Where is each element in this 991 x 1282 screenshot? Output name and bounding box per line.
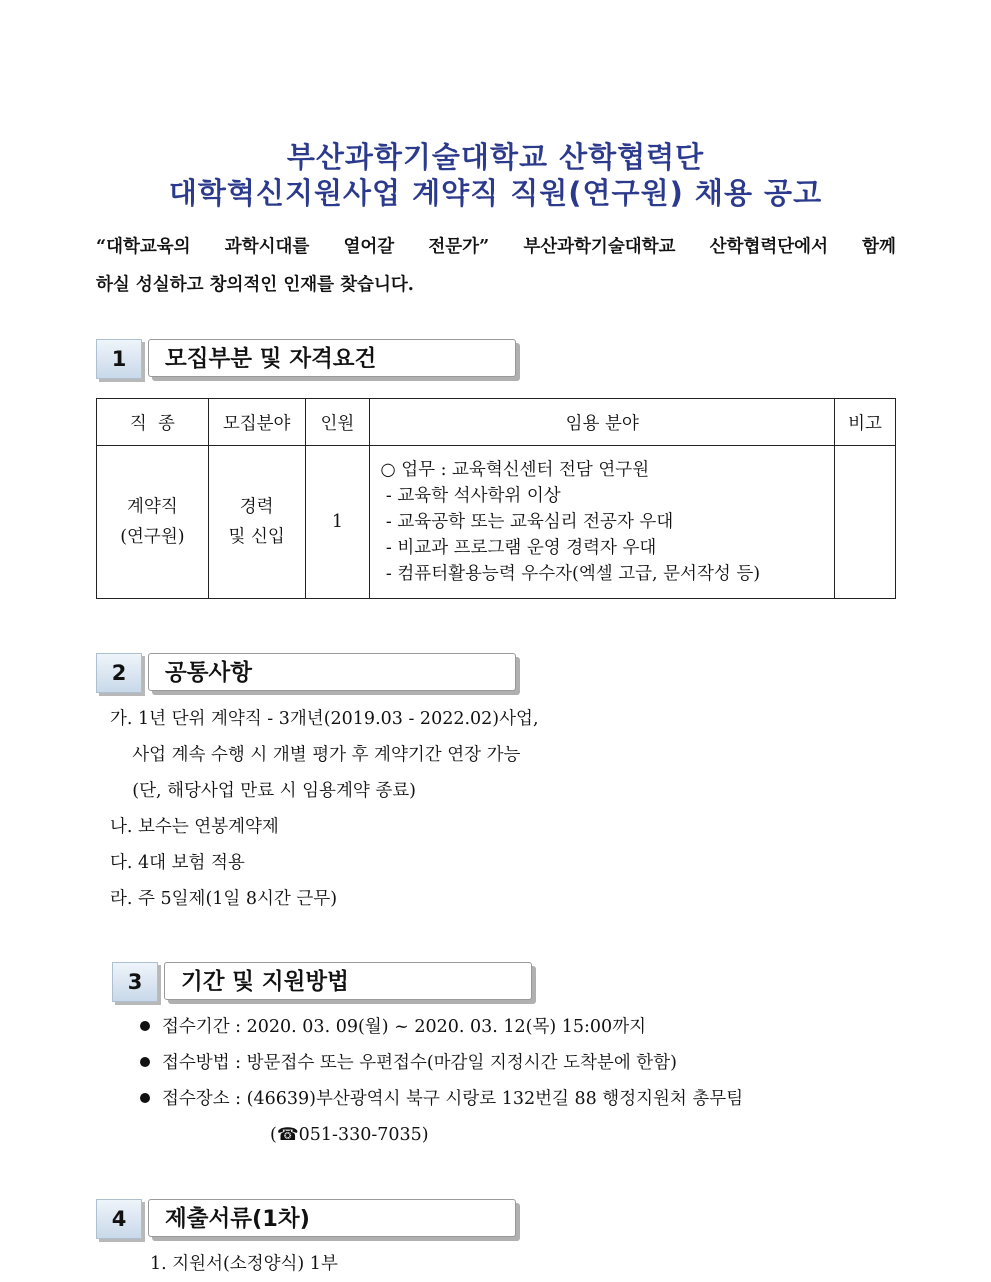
section-number: 2 bbox=[96, 653, 142, 693]
list-item: 라. 주 5일제(1일 8시간 근무) bbox=[110, 889, 338, 909]
list-item: 1. 지원서(소정양식) 1부 bbox=[150, 1254, 338, 1274]
cell-field bbox=[208, 446, 305, 599]
common-items-list bbox=[110, 701, 539, 917]
intro-word: 과학시대를 bbox=[224, 237, 310, 257]
duty-line: - 컴퓨터활용능력 우수자(엑셀 고급, 문서작성 등) bbox=[380, 564, 761, 584]
section-number: 3 bbox=[112, 962, 158, 1002]
intro-word: 함께 bbox=[862, 237, 896, 257]
intro-word: 산학협력단에서 bbox=[709, 237, 828, 257]
header-field: 모집분야 bbox=[208, 399, 305, 446]
cell-count: 1 bbox=[305, 446, 370, 599]
list-item-text: 접수기간 : 2020. 03. 09(월) ~ 2020. 03. 12(목) 15:00까지 bbox=[162, 1017, 647, 1037]
intro-word: 열어갈 bbox=[343, 237, 395, 257]
list-item bbox=[140, 1009, 743, 1045]
bullet-icon bbox=[140, 1021, 150, 1031]
section-number: 1 bbox=[96, 339, 142, 379]
cell-note bbox=[835, 446, 896, 599]
list-item-text: 접수방법 : 방문접수 또는 우편접수(마감일 지정시간 도착분에 한함) bbox=[162, 1053, 677, 1073]
duty-line: - 교육학 석사학위 이상 bbox=[380, 486, 561, 506]
header-note: 비고 bbox=[835, 399, 896, 446]
field-line: 및 신입 bbox=[228, 527, 285, 547]
table-header-row bbox=[97, 399, 896, 446]
header-job-type: 직 종 bbox=[97, 399, 209, 446]
job-type-line: 계약직 bbox=[127, 497, 178, 517]
header-duties: 임용 분야 bbox=[370, 399, 835, 446]
duty-line: - 교육공학 또는 교육심리 전공자 우대 bbox=[380, 512, 674, 532]
list-item bbox=[140, 1081, 743, 1117]
bullet-icon bbox=[140, 1093, 150, 1103]
list-item: 나. 보수는 연봉계약제 bbox=[110, 817, 279, 837]
duty-line: ○ 업무 : 교육혁신센터 전담 연구원 bbox=[380, 460, 650, 480]
section-title: 공통사항 bbox=[148, 653, 516, 691]
section-title: 기간 및 지원방법 bbox=[164, 962, 532, 1000]
bullet-icon bbox=[140, 1057, 150, 1067]
intro-line2: 하실 성실하고 창의적인 인재를 찾습니다. bbox=[96, 275, 414, 295]
cell-duties bbox=[370, 446, 835, 599]
section-title: 제출서류(1차) bbox=[148, 1199, 516, 1237]
table-row bbox=[97, 446, 896, 599]
list-item-text: 접수장소 : (46639)부산광역시 북구 시랑로 132번길 88 행정지원처 총무팀 bbox=[162, 1089, 744, 1109]
application-list bbox=[140, 1009, 743, 1153]
header-count: 인원 bbox=[305, 399, 370, 446]
page-title-line2: 대학혁신지원사업 계약직 직원(연구원) 채용 공고 bbox=[168, 176, 823, 210]
documents-list bbox=[150, 1246, 338, 1282]
section-number: 4 bbox=[96, 1199, 142, 1239]
intro-word: “대학교육의 bbox=[96, 237, 191, 257]
section-title: 모집부분 및 자격요건 bbox=[148, 339, 516, 377]
field-line: 경력 bbox=[239, 497, 274, 517]
contact-phone: (☎051-330-7035) bbox=[270, 1125, 429, 1145]
list-item: (단, 해당사업 만료 시 임용계약 종료) bbox=[110, 781, 416, 801]
intro-word: 전문가” bbox=[428, 237, 490, 257]
job-type-line: (연구원) bbox=[120, 527, 185, 547]
intro-paragraph bbox=[96, 228, 896, 304]
intro-line1 bbox=[96, 228, 896, 266]
recruitment-table bbox=[96, 398, 896, 599]
list-item bbox=[140, 1045, 743, 1081]
list-item: 가. 1년 단위 계약직 - 3개년(2019.03 - 2022.02)사업, bbox=[110, 709, 539, 729]
cell-job-type bbox=[97, 446, 209, 599]
intro-word: 부산과학기술대학교 bbox=[523, 237, 676, 257]
list-item: 다. 4대 보험 적용 bbox=[110, 853, 245, 873]
page-title-line1: 부산과학기술대학교 산학협력단 bbox=[286, 140, 705, 174]
list-item: 사업 계속 수행 시 개별 평가 후 계약기간 연장 가능 bbox=[110, 745, 521, 765]
duty-line: - 비교과 프로그램 운영 경력자 우대 bbox=[380, 538, 657, 558]
